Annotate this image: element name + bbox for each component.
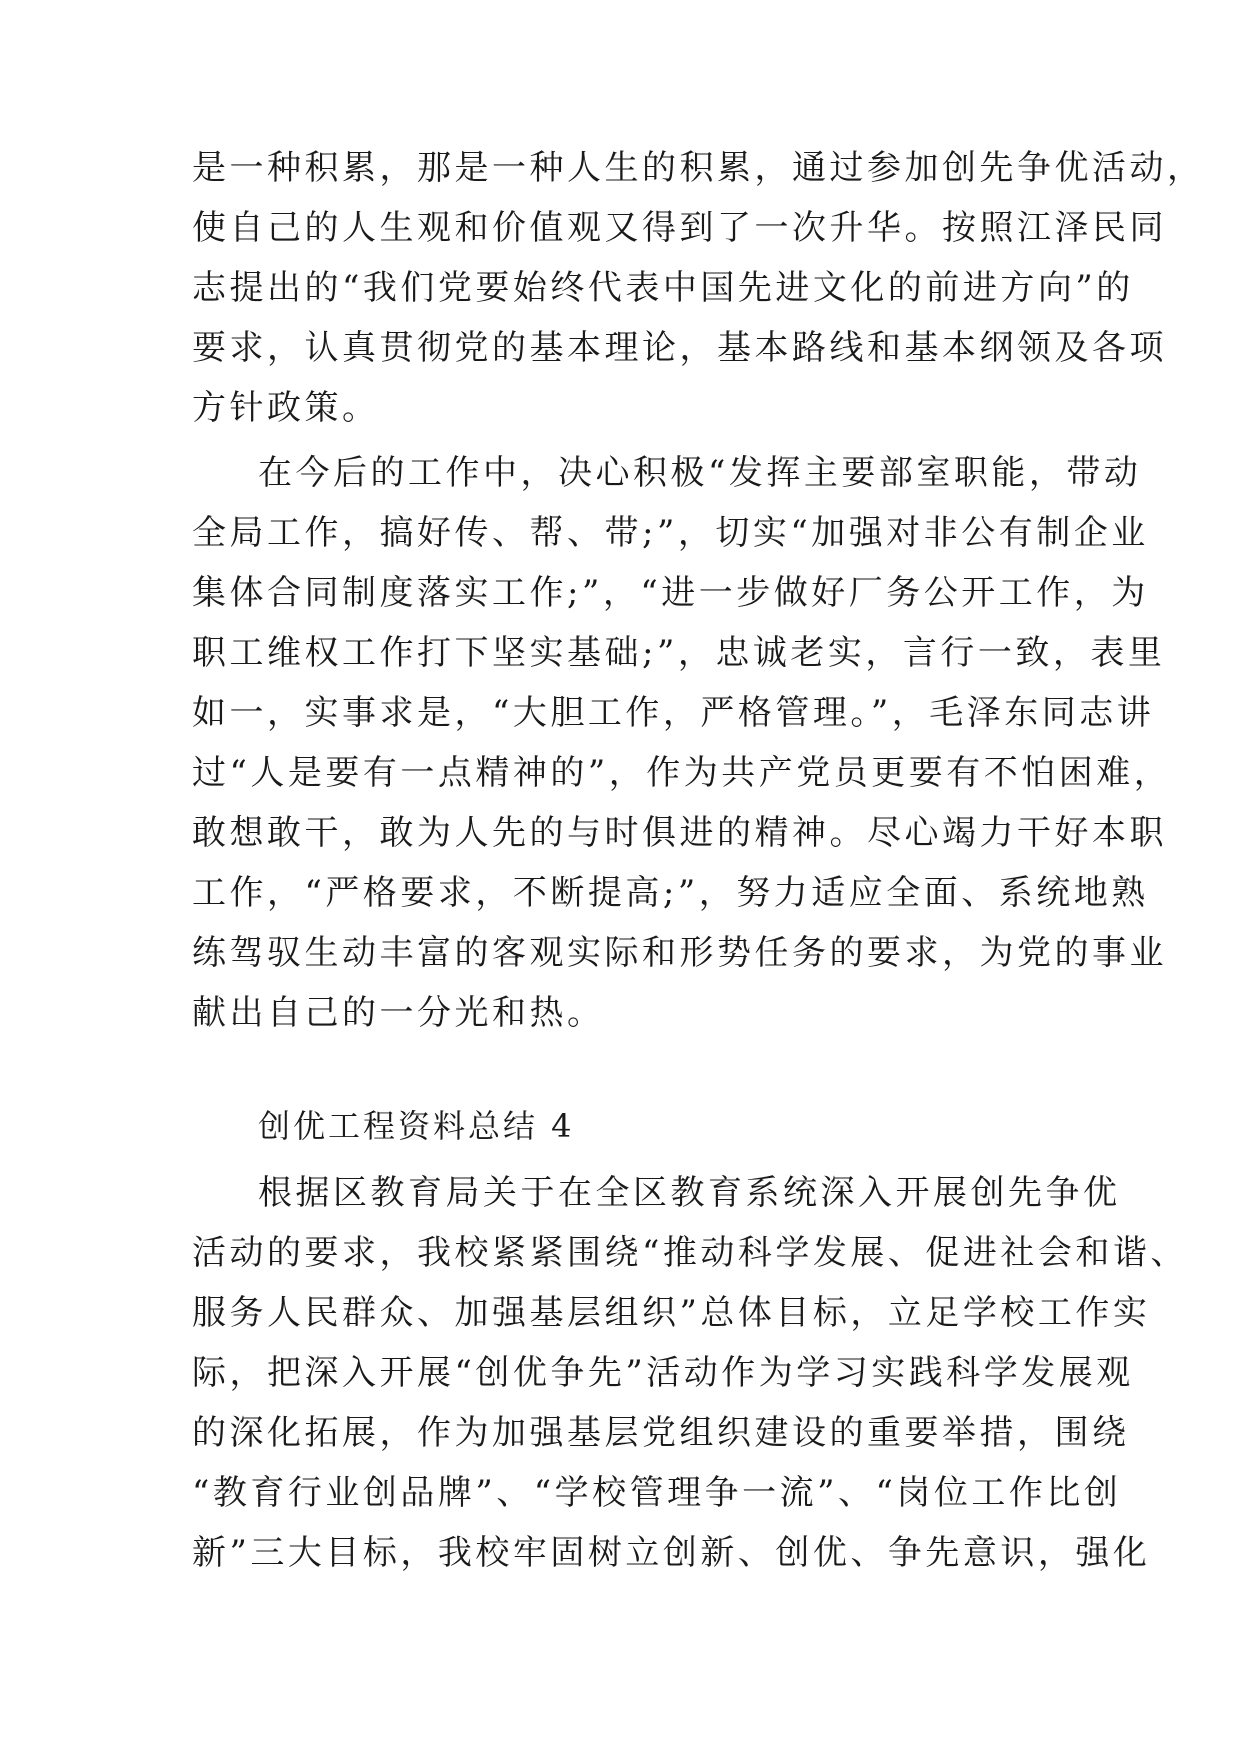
section-paragraph-line-6: “教育行业创品牌”、“学校管理争一流”、“岗位工作比创 (192, 1473, 1122, 1513)
paragraph-1-line-3: 志提出的“我们党要始终代表中国先进文化的前进方向”的 (192, 268, 1134, 308)
paragraph-2-line-6: 过“人是要有一点精神的”，作为共产党员更要有不怕困难， (192, 753, 1172, 793)
section-paragraph-line-3: 服务人民群众、加强基层组织”总体目标，立足学校工作实 (192, 1293, 1151, 1333)
section-heading: 创优工程资料总结 4 (258, 1107, 575, 1145)
paragraph-2-line-3: 集体合同制度落实工作;”，“进一步做好厂务公开工作，为 (192, 573, 1149, 613)
section-paragraph-line-2: 活动的要求，我校紧紧围绕“推动科学发展、促进社会和谐、 (192, 1233, 1188, 1273)
paragraph-2-line-5: 如一，实事求是，“大胆工作，严格管理。”，毛泽东同志讲 (192, 693, 1155, 733)
section-paragraph-line-4: 际，把深入开展“创优争先”活动作为学习实践科学发展观 (192, 1353, 1134, 1393)
paragraph-1-line-2: 使自己的人生观和价值观又得到了一次升华。按照江泽民同 (192, 208, 1167, 248)
section-paragraph-line-1: 根据区教育局关于在全区教育系统深入开展创先争优 (258, 1173, 1121, 1213)
paragraph-1-line-4: 要求，认真贯彻党的基本理论，基本路线和基本纲领及各项 (192, 328, 1167, 368)
paragraph-2-line-8: 工作，“严格要求，不断提高;”，努力适应全面、系统地熟 (192, 873, 1149, 913)
section-paragraph-line-5: 的深化拓展，作为加强基层党组织建设的重要举措，围绕 (192, 1413, 1130, 1453)
paragraph-2-line-9: 练驾驭生动丰富的客观实际和形势任务的要求，为党的事业 (192, 933, 1167, 973)
paragraph-1-line-5: 方针政策。 (192, 388, 380, 428)
paragraph-2-line-2: 全局工作，搞好传、帮、带;”，切实“加强对非公有制企业 (192, 513, 1149, 553)
paragraph-2-line-7: 敢想敢干，敢为人先的与时俱进的精神。尽心竭力干好本职 (192, 813, 1167, 853)
paragraph-2-line-4: 职工维权工作打下坚实基础;”，忠诚老实，言行一致，表里 (192, 633, 1166, 673)
section-paragraph-line-7: 新”三大目标，我校牢固树立创新、创优、争先意识，强化 (192, 1533, 1151, 1573)
paragraph-2-line-1: 在今后的工作中，决心积极“发挥主要部室职能，带动 (258, 453, 1142, 493)
paragraph-1-line-1: 是一种积累，那是一种人生的积累，通过参加创先争优活动， (192, 148, 1205, 188)
paragraph-2-line-10: 献出自己的一分光和热。 (192, 993, 605, 1033)
